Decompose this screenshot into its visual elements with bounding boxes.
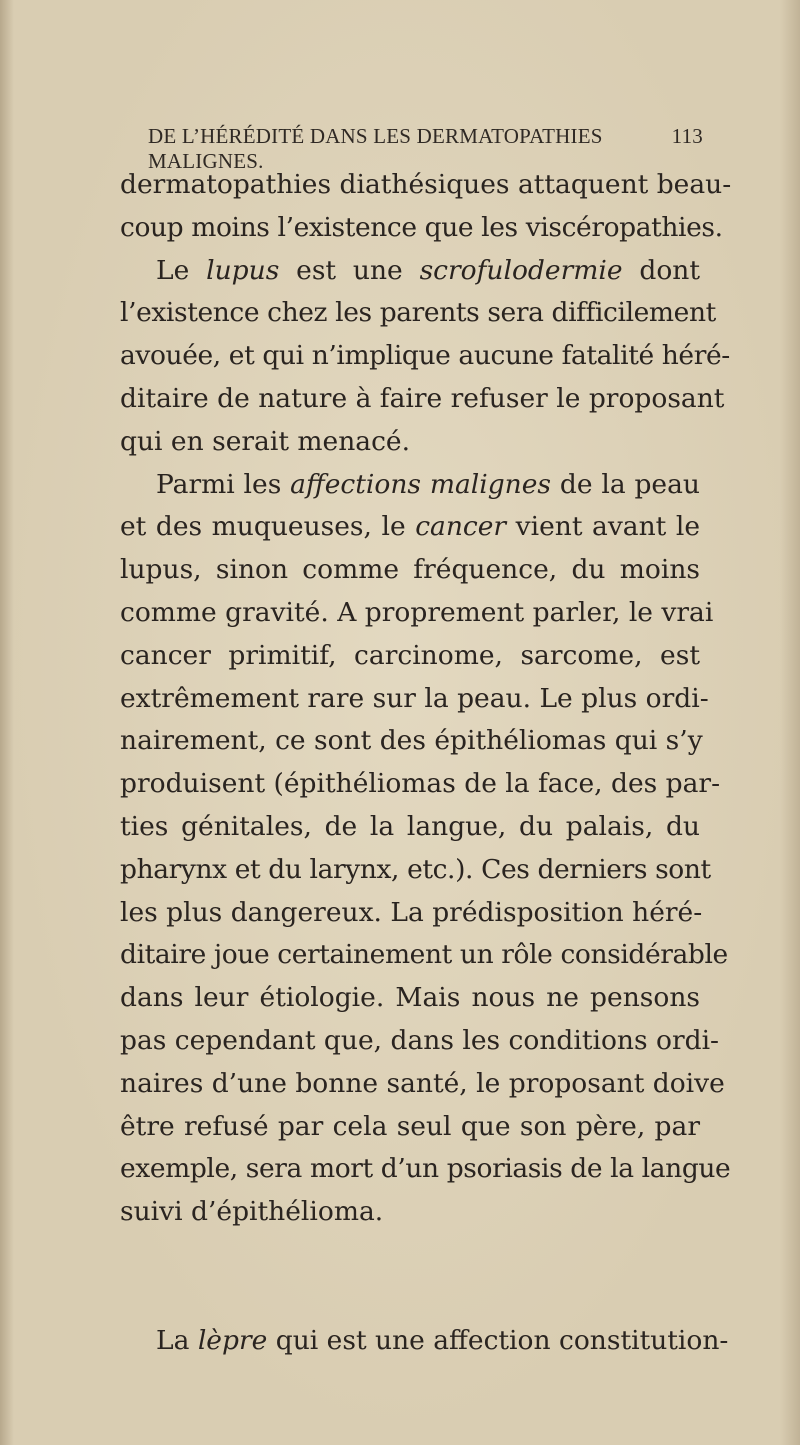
text-line: les plus dangereux. La prédisposition héré-	[120, 896, 703, 928]
text-line: dermatopathies diathésiques attaquent beau-	[120, 169, 732, 200]
text-line: dans leur étiologie. Mais nous ne pensons	[120, 982, 700, 1014]
text-line: coup moins l’existence que les viscéropathies.	[120, 211, 723, 243]
page-number: 113	[671, 124, 703, 148]
italic-term: affections malignes	[290, 468, 552, 500]
text-line: naires d’une bonne santé, le proposant doive	[120, 1067, 725, 1099]
text-line: être refusé par cela seul que son père, par	[120, 1110, 700, 1142]
text-line: cancer primitif, carcinome, sarcome, est	[120, 639, 700, 671]
text-line: nairement, ce sont des épithéliomas qui s’y	[120, 725, 703, 757]
text-line: produisent (épithéliomas de la face, des par-	[120, 768, 721, 800]
italic-term: scrofulodermie	[419, 254, 623, 286]
text-line: extrêmement rare sur la peau. Le plus ordi-	[120, 682, 709, 714]
text-line: qui en serait menacé.	[120, 425, 411, 457]
italic-term: lèpre	[197, 1324, 268, 1356]
text-line: suivi d’épithélioma.	[120, 1196, 384, 1228]
text-line: avouée, et qui n’implique aucune fatalité héré-	[120, 340, 730, 372]
running-title: DE L’HÉRÉDITÉ DANS LES DERMATOPATHIES MALIGNES.	[148, 124, 603, 173]
text-line: ditaire de nature à faire refuser le proposant	[120, 382, 725, 414]
text-line: ditaire joue certainement un rôle considérable	[120, 939, 728, 971]
italic-term: cancer	[415, 511, 507, 543]
text-line: lupus, sinon comme fréquence, du moins	[120, 554, 700, 586]
text-line: et des muqueuses, le cancer vient avant le	[120, 511, 701, 543]
text-line: exemple, sera mort d’un psoriasis de la langue	[120, 1153, 731, 1185]
text-line: Le lupus est une scrofulodermie dont	[156, 254, 700, 286]
text-line: l’existence chez les parents sera difficilement	[120, 297, 716, 329]
text-line: pas cependant que, dans les conditions ordi-	[120, 1024, 720, 1056]
text-line: ties génitales, de la langue, du palais, du	[120, 810, 700, 842]
text-line: comme gravité. A proprement parler, le vrai	[120, 596, 714, 628]
text-line: pharynx et du larynx, etc.). Ces derniers sont	[120, 853, 711, 885]
body-text	[120, 164, 732, 1363]
text-line: Parmi les affections malignes de la peau	[156, 468, 700, 500]
italic-term: lupus	[206, 254, 280, 286]
text-line: La lèpre qui est une affection constitution-	[156, 1324, 729, 1356]
